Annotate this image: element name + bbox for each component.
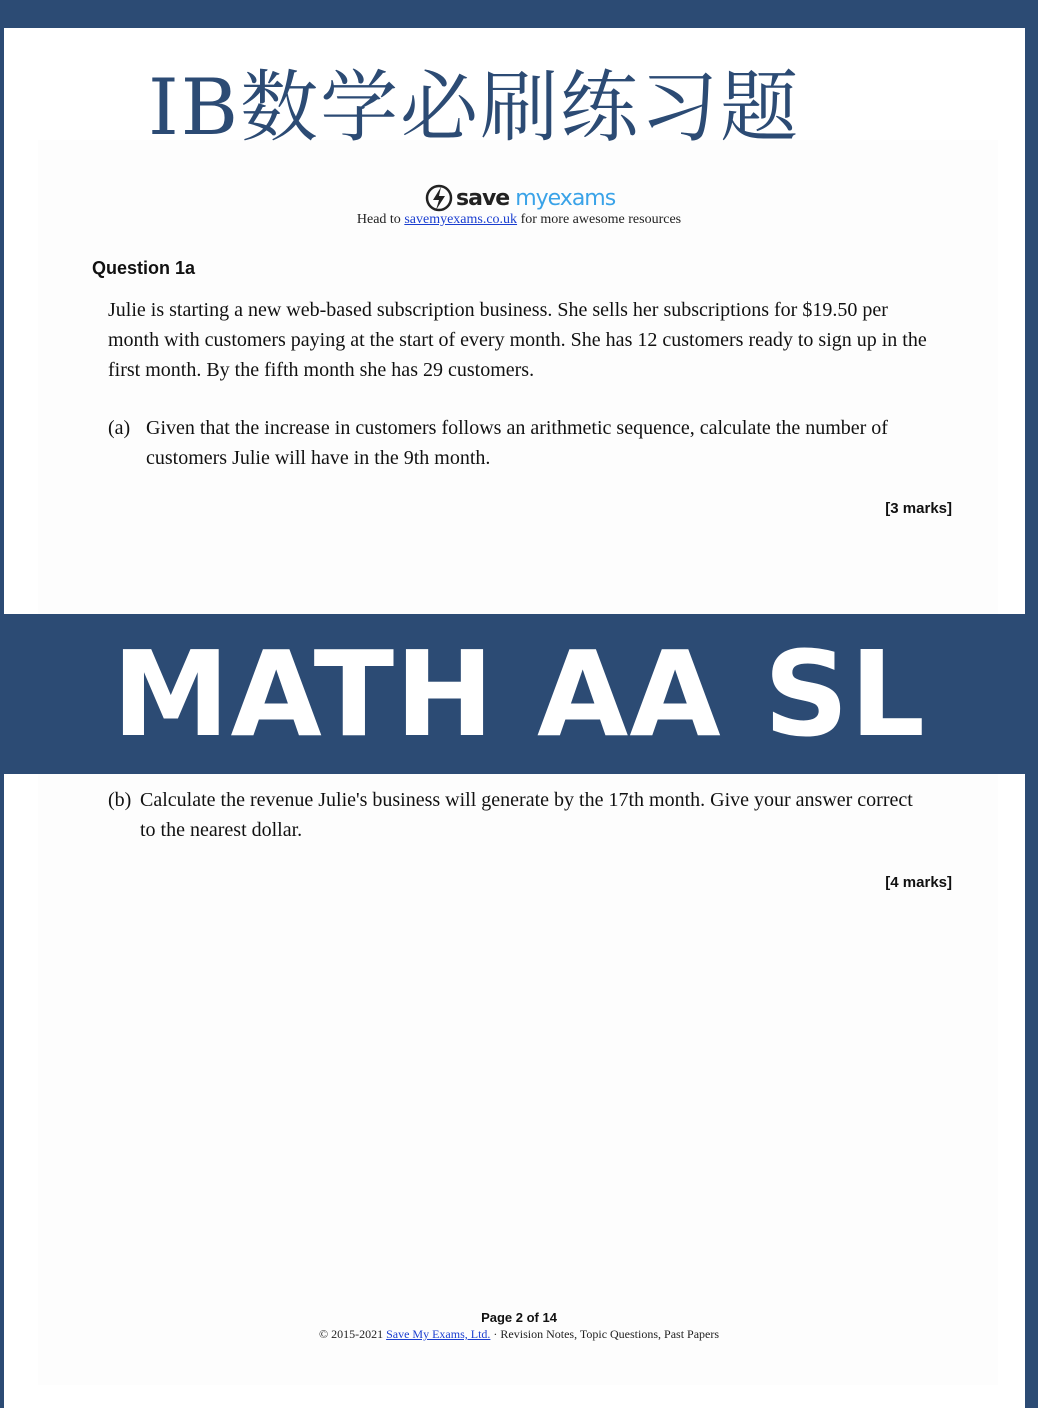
copyright-prefix: © 2015-2021 (318, 1327, 387, 1341)
course-banner (0, 614, 1038, 774)
chinese-title: IB数学必刷练习题 (148, 63, 801, 153)
savemyexams-link[interactable]: savemyexams.co.uk (404, 212, 518, 227)
copyright-line (0, 1327, 1038, 1342)
part-a-text: Given that the increase in customers follows an arithmetic sequence, calculate the number of customers Julie will have in the 9th month. (146, 417, 888, 469)
lightning-bolt-icon (424, 183, 454, 213)
logo-myexams-text: myexams (515, 185, 616, 211)
resource-line (0, 212, 1038, 228)
part-a-label: (a) (108, 417, 131, 439)
savemyexams-logo (424, 183, 615, 213)
question-intro: Julie is starting a new web-based subscription business. She sells her subscriptions for $19.50 per month with customers paying at the start of every month. She has 12 customers ready to sign up in the first month. By the fifth month she has 29 customers. (108, 299, 927, 381)
part-a (108, 413, 928, 473)
part-b-marks: [4 marks] (885, 874, 952, 891)
part-b-label: (b) (108, 789, 132, 811)
question-title: Question 1a (92, 258, 196, 278)
page-number: Page 2 of 14 (481, 1310, 557, 1325)
resource-suffix: for more awesome resources (517, 212, 682, 227)
banner-title: MATH AA SL (112, 625, 926, 763)
logo-save-text: save (456, 185, 510, 211)
resource-prefix: Head to (356, 212, 405, 227)
part-b (108, 785, 928, 845)
part-b-text: Calculate the revenue Julie's business will generate by the 17th month. Give your answer correct to the nearest dollar. (140, 789, 913, 841)
copyright-suffix: · Revision Notes, Topic Questions, Past Papers (490, 1327, 720, 1341)
part-a-marks: [3 marks] (885, 500, 952, 517)
company-link[interactable]: Save My Exams, Ltd. (386, 1327, 491, 1341)
